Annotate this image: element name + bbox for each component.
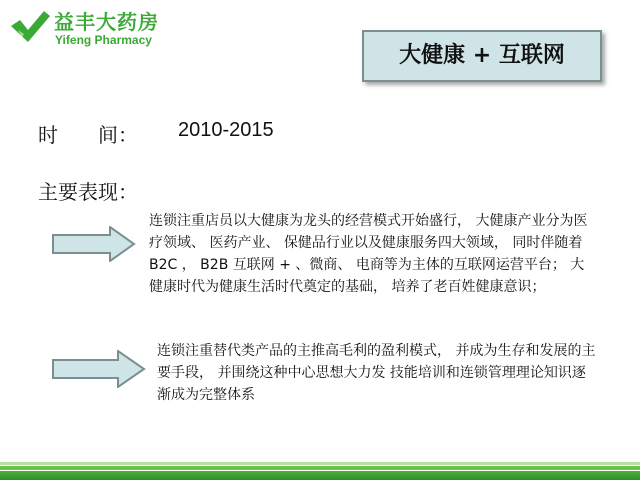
- point-text-1: 连锁注重店员以大健康为龙头的经营模式开始盛行， 大健康产业分为医疗领域、 医药产业、 保健品行业以及健康服务四大领域， 同时伴随着 B2C ， B2B 互联网 + 、微商、 电商等为主体的互联网运营平台； 大健康时代为健康生活时代奠定的基础， 培养了老百姓健康意识；: [149, 213, 588, 295]
- yifeng-checkmark-logo-icon: [8, 8, 52, 48]
- time-value: 2010-2015: [178, 119, 274, 141]
- brand-logo: [6, 6, 176, 52]
- footer-band-dark: [0, 471, 640, 480]
- time-label: 时 间：: [38, 123, 138, 147]
- point-text-2: 连锁注重替代类产品的主推高毛利的盈利模式， 并成为生存和发展的主要手段， 并围绕这种中心思想大力发 技能培训和连锁管理理论知识逐渐成为完整体系: [157, 343, 596, 403]
- arrow-right-icon: [52, 226, 136, 262]
- slide-title-box: [362, 30, 602, 82]
- slide-title: 大健康 + 互联网: [399, 43, 565, 68]
- main-performance-label: 主要表现：: [38, 180, 138, 204]
- footer-band-mid: [0, 466, 640, 470]
- logo-chinese-name: 益丰大药房: [54, 10, 159, 34]
- logo-english-name: Yifeng Pharmacy: [55, 33, 152, 47]
- arrow-right-icon: [52, 350, 146, 388]
- footer-band-light: [0, 462, 640, 465]
- footer-green-bar: [0, 454, 640, 480]
